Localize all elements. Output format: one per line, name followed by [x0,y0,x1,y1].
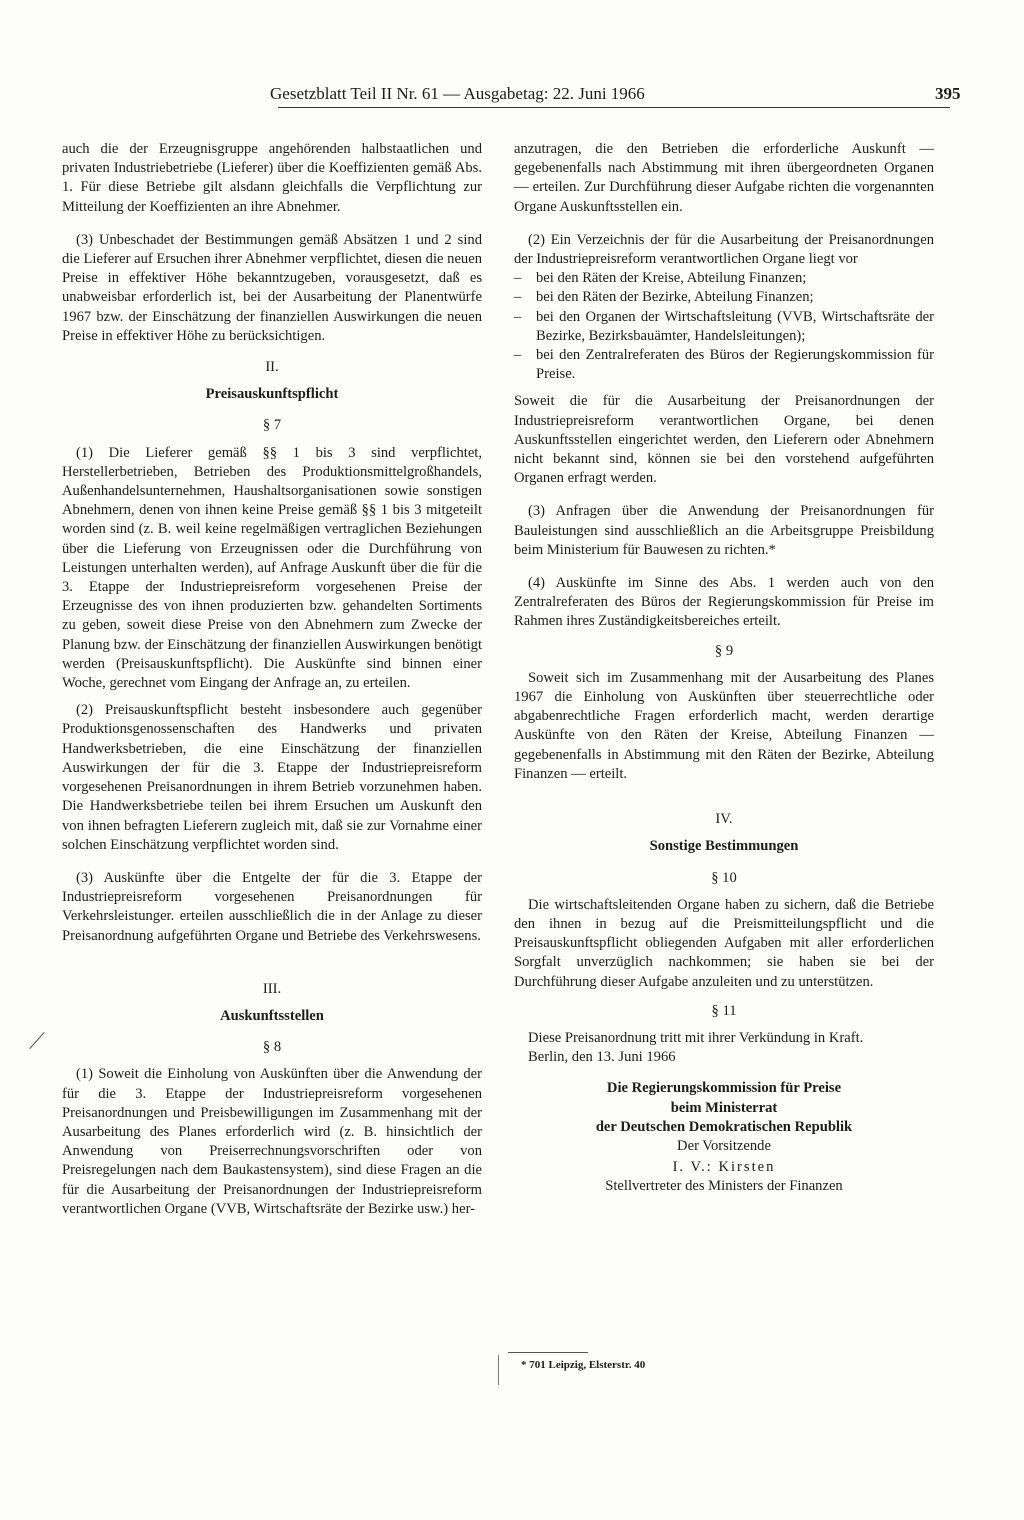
margin-pencil-mark [29,1032,44,1049]
paragraph-8-4: (4) Auskünfte im Sinne des Abs. 1 werden auch von den Zentralreferaten des Büros der Regierungskommission für Preise im Rahmen ihres Zuständigkeitsbereiches erteilt. [514,575,934,630]
section-2-number: II. [265,359,279,376]
signature-line-4: Der Vorsitzende [677,1137,771,1154]
section-3-title: Auskunftsstellen [220,1007,324,1024]
signatory-title: Stellvertreter des Ministers der Finanzen [605,1178,843,1195]
paragraph-7-2: (2) Preisauskunftspflicht besteht insbesondere auch gegenüber Produktionsgenossenschaften des Handwerks und privaten Handwerksbetrieben, die eine Einschätzung der finanziellen Auswirkungen der für die 3. Etappe der Industriepreisreform vorgesehenen Preisanordnungen in ihrem Betrieb vorzunehmen haben. Die Handwerksbetriebe teilen bei ihrem Ersuchen um Auskunft den von ihnen befragten Lieferern zugleich mit, daß sie zur Vornahme einer solchen Einschätzung verpflichtet worden sind. [62,702,482,853]
paragraph-9: Soweit sich im Zusammenhang mit der Ausarbeitung des Planes 1967 die Einholung von Auskünften über steuerrechtliche oder abgabenrechtliche Fragen erforderlich macht, werden derartige Auskünfte von den Räten der Kreise, Abteilung Finanzen — gegebenenfalls in Abstimmung mit den Räten der Bezirke, Abteilung Finanzen — erteilt. [514,669,934,782]
signature-block [514,1079,934,1196]
footnote-rule [508,1352,588,1353]
margin-bar [498,1355,499,1385]
organ-list [514,269,934,384]
list-item: – bei den Räten der Kreise, Abteilung Finanzen; [514,269,934,288]
paragraph-10-heading: § 10 [711,869,737,886]
footnote: * 701 Leipzig, Elsterstr. 40 [521,1359,646,1371]
paragraph-continuation: auch die der Erzeugnisgruppe angehörenden halbstaatlichen und privaten Industriebetriebe (Lieferer) über die Koeffizienten gemäß Abs. 1. Für diese Betriebe gilt alsdann gleichfalls die Verpflichtung zur Mitteilung der Koeffizienten an ihre Abnehmer. [62,141,482,215]
section-4-number: IV. [715,811,733,828]
paragraph-8-2: (2) Ein Verzeichnis der für die Ausarbeitung der Preisanordnungen der Industriepreisreform verantwortlichen Organe liegt vor [514,231,934,268]
paragraph-7-3: (3) Auskünfte über die Entgelte der für die 3. Etappe der Industriepreisreform vorgesehenen Preisanordnungen für Verkehrsleistunger. erteilen ausschließlich die in der Anlage zu dieser Preisanordnung aufgeführten Organe und Betriebe des Verkehrswesens. [62,869,482,944]
signature-line-3: der Deutschen Demokratischen Republik [595,1118,853,1135]
paragraph-soweit: Soweit die für die Ausarbeitung der Preisanordnungen der Industriepreisreform verantwortlichen Organe, bei denen Auskunftsstellen eingerichtet werden, den Lieferern oder Abnehmern nicht bekannt sind, können sie bei den vorstehend aufgeführten Organen erfragt werden. [514,393,934,487]
header-rule [278,107,950,108]
signature-line-1: Die Regierungskommission für Preise [606,1080,842,1097]
paragraph-9-heading: § 9 [714,642,734,659]
paragraph-11: Diese Preisanordnung tritt mit ihrer Verkündung in Kraft. [528,1029,864,1046]
section-3-number: III. [262,980,282,997]
paragraph-8-heading: § 8 [262,1039,282,1056]
place-date: Berlin, den 13. Juni 1966 [528,1049,676,1066]
signature-line-2: beim Ministerrat [670,1099,778,1116]
gazette-title: Gesetzblatt Teil II Nr. 61 — Ausgabetag: 22. Juni 1966 [270,84,645,103]
paragraph-6-3: (3) Unbeschadet der Bestimmungen gemäß Absätzen 1 und 2 sind die Lieferer auf Ersuchen ihrer Abnehmer verpflichtet, diesen die neuen Preise in effektiver Höhe bekanntzugeben, vorausgesetzt, daß es unabweisbar erforderlich ist, bei der Ausarbeitung der Planentwürfe 1967 bzw. der Einschätzung der finanziellen Auswirkungen die neuen Preise in effektiver Höhe zu berücksichtigen. [62,231,482,344]
paragraph-8-3: (3) Anfragen über die Anwendung der Preisanordnungen für Bauleistungen sind ausschließlich an die Arbeitsgruppe Preisbildung beim Ministerium für Bauwesen zu richten.* [514,503,934,558]
paragraph-8-1: (1) Soweit die Einholung von Auskünften über die Anwendung der für die 3. Etappe der Industriepreisreform vorgesehenen Preisanordnungen und Preisbewilligungen im Zusammenhang mit der Ausarbeitung des Planes erforderlich wird (z. B. hinsichtlich der Anwendung von Preiserrechnungsvorschriften oder von Preisregelungen nach dem Baukastensystem), sind diese Fragen an die für die Ausarbeitung der Preisanordnungen der Industriepreisreform verantwortlichen Organe (VVB, Wirtschaftsräte der Bezirke usw.) her- [62,1066,482,1217]
paragraph-8-1-continuation: anzutragen, die den Betrieben die erforderliche Auskunft — gegebenenfalls nach Abstimmung mit ihren übergeordneten Organen — erteilen. Zur Durchführung dieser Aufgabe richten die vorgenannten Organe Auskunftsstellen ein. [514,141,934,215]
section-2-title: Preisauskunftspflicht [205,386,339,403]
paragraph-7-heading: § 7 [262,417,282,434]
list-item: – bei den Räten der Bezirke, Abteilung Finanzen; [514,288,934,307]
paragraph-11-heading: § 11 [711,1002,737,1019]
list-item: – bei den Zentralreferaten des Büros der Regierungskommission für Preise. [514,346,934,384]
signatory-name: I. V.: Kirsten [672,1159,776,1176]
left-column [62,140,482,1219]
page-number: 395 [935,84,961,103]
right-column [514,140,934,1197]
section-4-title: Sonstige Bestimmungen [649,838,799,855]
list-item: – bei den Organen der Wirtschaftsleitung (VVB, Wirtschaftsräte der Bezirke, Bezirksbauämter, Handelsleitungen); [514,308,934,346]
paragraph-10: Die wirtschaftsleitenden Organe haben zu sichern, daß die Betriebe den ihnen in bezug auf die Preismitteilungspflicht und die Preisauskunftspflicht obliegenden Aufgaben mit aller erforderlichen Sorgfalt unverzüglich nachkommen; sie haben sie bei der Durchführung dieser Aufgabe anzuleiten und zu unterstützen. [514,896,934,990]
paragraph-7-1: (1) Die Lieferer gemäß §§ 1 bis 3 sind verpflichtet, Herstellerbetrieben, Betrieben des Produktionsmittelgroßhandels, Außenhandelsunternehmen, Haushaltsorganisationen sowie sonstigen Abnehmern, denen von ihnen keine Preise gemäß §§ 1 bis 3 mitgeteilt worden sind (z. B. weil keine regelmäßigen vertraglichen Beziehungen über die Lieferung von Erzeugnissen oder die Durchführung von Leistungen unterhalten werden), auf Anfrage Auskunft über die für die 3. Etappe der Industriepreisreform vorgesehenen Preise der Erzeugnisse des von ihnen produzierten bzw. gehandelten Sortiments zu geben, soweit diese Preise von den Abnehmern zum Zwecke der Planung bzw. der Einschätzung der finanziellen Auswirkungen benötigt werden (Preisauskunftspflicht). Die Auskünfte sind binnen einer Woche, gerechnet vom Eingang der Anfrage an, zu erteilen. [62,444,482,692]
